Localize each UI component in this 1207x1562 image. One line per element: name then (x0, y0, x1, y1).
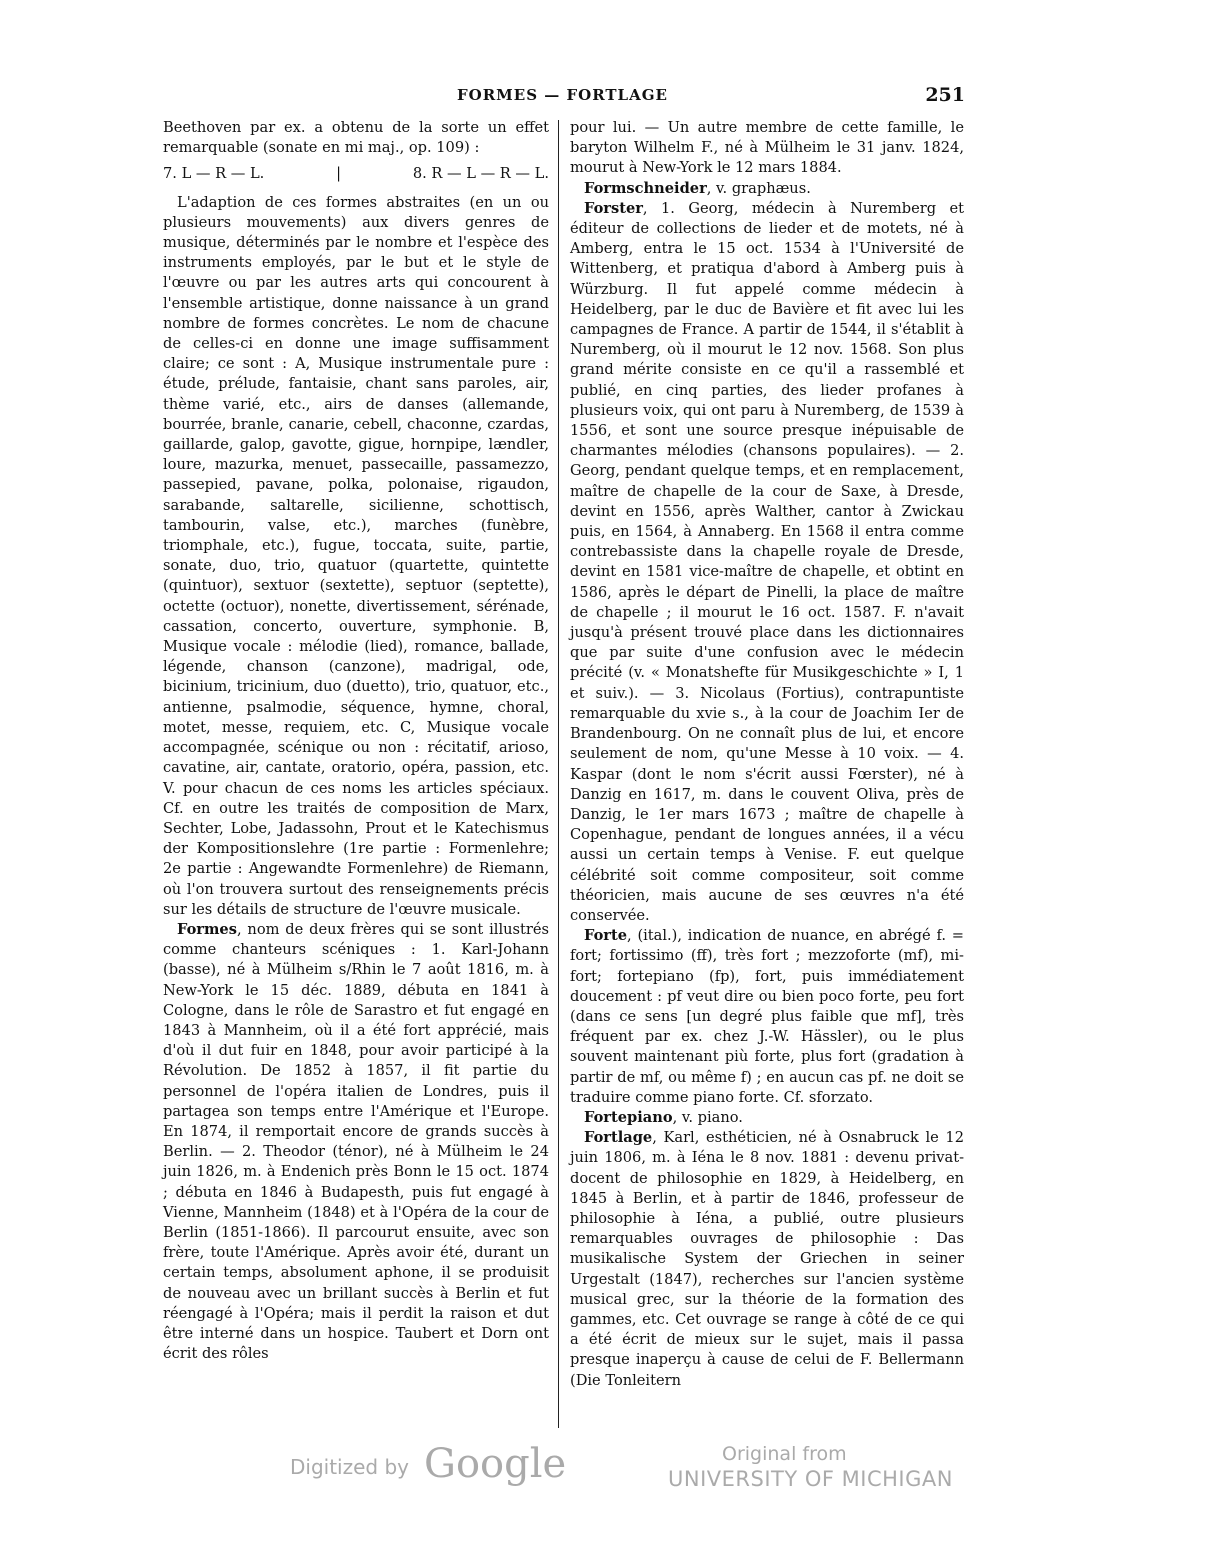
entry-fortepiano (570, 1108, 964, 1128)
entry-formschneider (570, 179, 964, 199)
headword: Formes (177, 920, 237, 938)
headword: Formschneider (584, 179, 707, 197)
paragraph: Beethoven par ex. a obtenu de la sorte un effet remarquable (sonate en mi maj., op. 109) : (163, 119, 549, 157)
entry-text: , (ital.), indication de nuance, en abrégé f. = fort; fortissimo (ff), très fort ; mezzoforte (mf), mi-fort; fortepiano (fp), fort, puis immédiatement doucement : pf veut dire ou bien poco forte, peu fort (dans ce sens [un degré plus faible que mf], très fréquent par ex. chez J.-W. Hässler), ou le plus souvent maintenant più forte, plus fort (gradation à partir de mf, ou même f) ; en aucun cas pf. ne doit se traduire comme piano forte. Cf. sforzato. (570, 927, 964, 1106)
column-divider (558, 120, 559, 1428)
formula-separator: | (336, 165, 342, 183)
headword: Fortlage (584, 1129, 653, 1147)
digitization-footer (0, 1441, 1207, 1505)
entry-text: , v. graphæus. (706, 179, 811, 197)
right-column (570, 118, 964, 1391)
entry-formes (163, 920, 549, 1364)
formula-a: 7. L — R — L. (163, 165, 265, 183)
page-number: 251 (925, 84, 965, 106)
running-header (160, 86, 965, 110)
headword: Fortepiano (584, 1108, 673, 1126)
entry-forte (570, 926, 964, 1108)
paragraph: L'adaption de ces formes abstraites (en un ou plusieurs mouvements) aux divers genres de musique, déterminés par le nombre et l'espèce des instruments employés, par le but et le style de l'œuvre ou par les autres arts qui concourent à l'ensemble artistique, donne naissance à un grand nombre de formes concrètes. Le nom de chacune de celles-ci en donne une image suffisamment claire; ce sont : A, Musique instrumentale pure : étude, prélude, fantaisie, chant sans paroles, air, thème varié, etc., airs de danses (allemande, bourrée, branle, canarie, cebell, chaconne, czardas, gaillarde, galop, gavotte, gigue, hornpipe, lændler, loure, mazurka, menuet, passecaille, passamezzo, passepied, pavane, polka, polonaise, rigaudon, sarabande, saltarelle, sicilienne, schottisch, tambourin, valse, etc.), marches (funèbre, triomphale, etc.), fugue, toccata, suite, partie, sonate, duo, trio, quatuor (quartette, quintette (quintuor), sextuor (sextette), septuor (septette), octette (octuor), nonette, divertissement, sérénade, cassation, concerto, ouverture, symphonie. B, Musique vocale : mélodie (lied), romance, ballade, légende, chanson (canzone), madrigal, ode, bicinium, tricinium, duo (duetto), trio, quatuor, etc., antienne, psalmodie, séquence, hymne, choral, motet, messe, requiem, etc. C, Musique vocale accompagnée, scénique ou non : récitatif, arioso, cavatine, air, cantate, oratorio, opéra, passion, etc. V. pour chacun de ces noms les articles spéciaux. Cf. en outre les traités de composition de Marx, Sechter, Lobe, Jadassohn, Prout et le Katechismus der Kompositionslehre (1re partie : Formenlehre; 2e partie : Angewandte Formenlehre) de Riemann, où l'on trouvera surtout des renseignements précis sur les détails de structure de l'œuvre musicale. (163, 193, 549, 918)
paragraph: pour lui. — Un autre membre de cette famille, le baryton Wilhelm F., né à Mülheim le 31 janv. 1824, mourut à New-York le 12 mars 1884. (570, 119, 964, 177)
entry-forster (570, 199, 964, 926)
digitized-by-text: Digitized by (290, 1455, 409, 1479)
entry-text: , nom de deux frères qui se sont illustrés comme chanteurs scéniques : 1. Karl-Johann (basse), né à Mülheim s/Rhin le 7 août 1816, m. à New-York le 15 déc. 1889, débuta en 1841 à Cologne, dans le rôle de Sarastro et fut engagé en 1843 à Mannheim, où il a été fort apprécié, mais d'où il dut fuir en 1848, pour avoir participé à la Révolution. De 1852 à 1857, il fit partie du personnel de l'opéra italien de Londres, puis il partagea son temps entre l'Amérique et l'Europe. En 1874, il remportait encore de grands succès à Berlin. — 2. Theodor (ténor), né à Mülheim le 24 juin 1826, m. à Endenich près Bonn le 15 oct. 1874 ; débuta en 1846 à Budapesth, puis fut engagé à Vienne, Mannheim (1848) et à l'Opéra de la cour de Berlin (1851-1866). Il parcourut ensuite, avec son frère, toute l'Amérique. Après avoir été, durant un certain temps, absolument aphone, il se produisit de nouveau avec un brillant succès à Berlin et fut réengagé à l'Opéra; mais il perdit la raison et dut être interné dans un hospice. Taubert et Dorn ont écrit des rôles (163, 920, 549, 1363)
headword: Forte (584, 927, 628, 945)
left-column (163, 118, 549, 1364)
institution-text: UNIVERSITY OF MICHIGAN (668, 1467, 953, 1491)
formula-line (163, 164, 549, 184)
headword: Forster (584, 199, 643, 217)
entry-fortlage (570, 1128, 964, 1391)
original-from-text: Original from (722, 1443, 847, 1465)
entry-text: , 1. Georg, médecin à Nuremberg et éditeur de collections de lieder et de motets, né à Amberg, entra le 15 oct. 1534 à l'Université de Wittenberg, et pratiqua d'abord à Amberg puis à Würzburg. Il fut appelé comme médecin à Heidelberg, par le duc de Bavière et fit avec lui les campagnes de France. A partir de 1544, il s'établit à Nuremberg, où il mourut le 12 nov. 1568. Son plus grand mérite consiste en ce qu'il a rassemblé et publié, en cinq parties, des lieder profanes à plusieurs voix, qui ont paru à Nuremberg, de 1539 à 1556, et sont une source presque inépuisable de charmantes mélodies (chansons populaires). — 2. Georg, pendant quelque temps, et en remplacement, maître de chapelle de la cour de Saxe, à Dresde, devint en 1556, après Walther, cantor à Zwickau puis, en 1564, à Annaberg. En 1568 il entra comme contrebassiste dans la chapelle royale de Dresde, devint en 1581 vice-maître de chapelle, et obtint en 1586, après le départ de Pinelli, la place de maître de chapelle ; il mourut le 16 oct. 1587. F. n'avait jusqu'à présent trouvé place dans les dictionnaires que par suite d'une confusion avec le médecin précité (v. « Monatshefte für Musikgeschichte » I, 1 et suiv.). — 3. Nicolaus (Fortius), contrapuntiste remarquable du xvie s., à la cour de Joachim Ier de Brandenbourg. On ne connaît plus de lui, et encore seulement de nom, qu'une Messe à 10 voix. — 4. Kaspar (dont le nom s'écrit aussi Fœrster), né à Danzig en 1617, m. dans le couvent Oliva, près de Danzig, le 1er mars 1673 ; maître de chapelle à Copenhague, pendant de longues années, il a vécu aussi un certain temps à Venise. F. eut quelque célébrité soit comme compositeur, soit comme théoricien, mais aucune de ses œuvres n'a été conservée. (570, 199, 964, 924)
google-logo: Google (424, 1441, 567, 1487)
entry-text: , Karl, esthéticien, né à Osnabruck le 12 juin 1806, m. à Iéna le 8 nov. 1881 : devenu privat-docent de philosophie en 1829, à Heidelberg, en 1845 à Berlin, et à partir de 1846, professeur de philosophie à Iéna, a publié, outre plusieurs remarquables ouvrages de philosophie : Das musikalische System der Griechen in seiner Urgestalt (1847), recherches sur l'ancien système musical grec, sur la théorie de la formation des gammes, etc. Cet ouvrage se range à côté de ce qui a été écrit de mieux sur le sujet, mais il passa presque inaperçu à cause de celui de F. Bellermann (Die Tonleitern (570, 1129, 964, 1389)
entry-text: , v. piano. (672, 1108, 743, 1126)
formula-b: 8. R — L — R — L. (412, 165, 549, 183)
header-title: FORMES — FORTLAGE (456, 86, 668, 104)
